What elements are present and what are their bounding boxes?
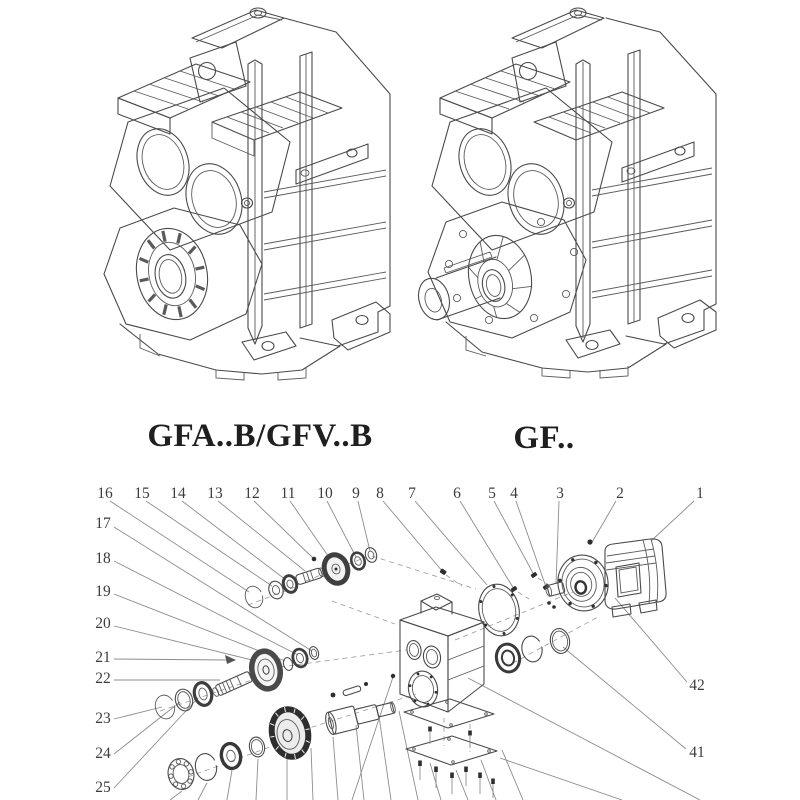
part-callout-25: 25: [95, 779, 111, 796]
part-callout-1: 1: [696, 485, 704, 502]
part-callout-18: 18: [95, 550, 111, 567]
part-callout-42: 42: [689, 677, 705, 694]
part-callout-22: 22: [95, 670, 111, 687]
part-callout-6: 6: [453, 485, 461, 502]
part-callout-8: 8: [376, 485, 384, 502]
part-callout-14: 14: [170, 485, 186, 502]
part-callout-9: 9: [352, 485, 360, 502]
drawing-gfab-gfvb: [104, 8, 390, 380]
part-callout-10: 10: [317, 485, 333, 502]
part-callout-12: 12: [244, 485, 260, 502]
part-callout-24: 24: [95, 745, 111, 762]
output-main-shaft: [324, 696, 398, 735]
model-label-gfab-gfvb: GFA..B/GFV..B: [147, 418, 373, 454]
output-gear: [265, 703, 315, 763]
part-callout-4: 4: [510, 485, 518, 502]
output-bearing-face: [461, 229, 539, 324]
intermediate-gear: [248, 649, 283, 692]
part-callout-5: 5: [488, 485, 496, 502]
part-callout-23: 23: [95, 710, 111, 727]
part-callout-15: 15: [134, 485, 150, 502]
part-callout-16: 16: [97, 485, 113, 502]
part-callout-20: 20: [95, 615, 111, 632]
part-callout-11: 11: [280, 485, 296, 502]
part-callout-13: 13: [207, 485, 223, 502]
arrowhead-21: [225, 655, 236, 664]
part-callout-7: 7: [408, 485, 416, 502]
model-label-gf: GF..: [513, 420, 575, 456]
part-callout-2: 2: [616, 485, 624, 502]
part-callout-21: 21: [95, 649, 111, 666]
motor: [554, 539, 667, 617]
part-callout-41: 41: [689, 744, 705, 761]
part-callout-3: 3: [556, 485, 564, 502]
flange-bearing-parts: [474, 572, 572, 674]
exploded-view: [95, 485, 705, 800]
part-callout-19: 19: [95, 583, 111, 600]
ball-bearing: [165, 756, 196, 792]
part-callout-17: 17: [95, 515, 111, 532]
drawing-gf: [414, 8, 716, 378]
pinion-shaft: [211, 671, 252, 698]
output-shaft-parts: [165, 682, 397, 792]
